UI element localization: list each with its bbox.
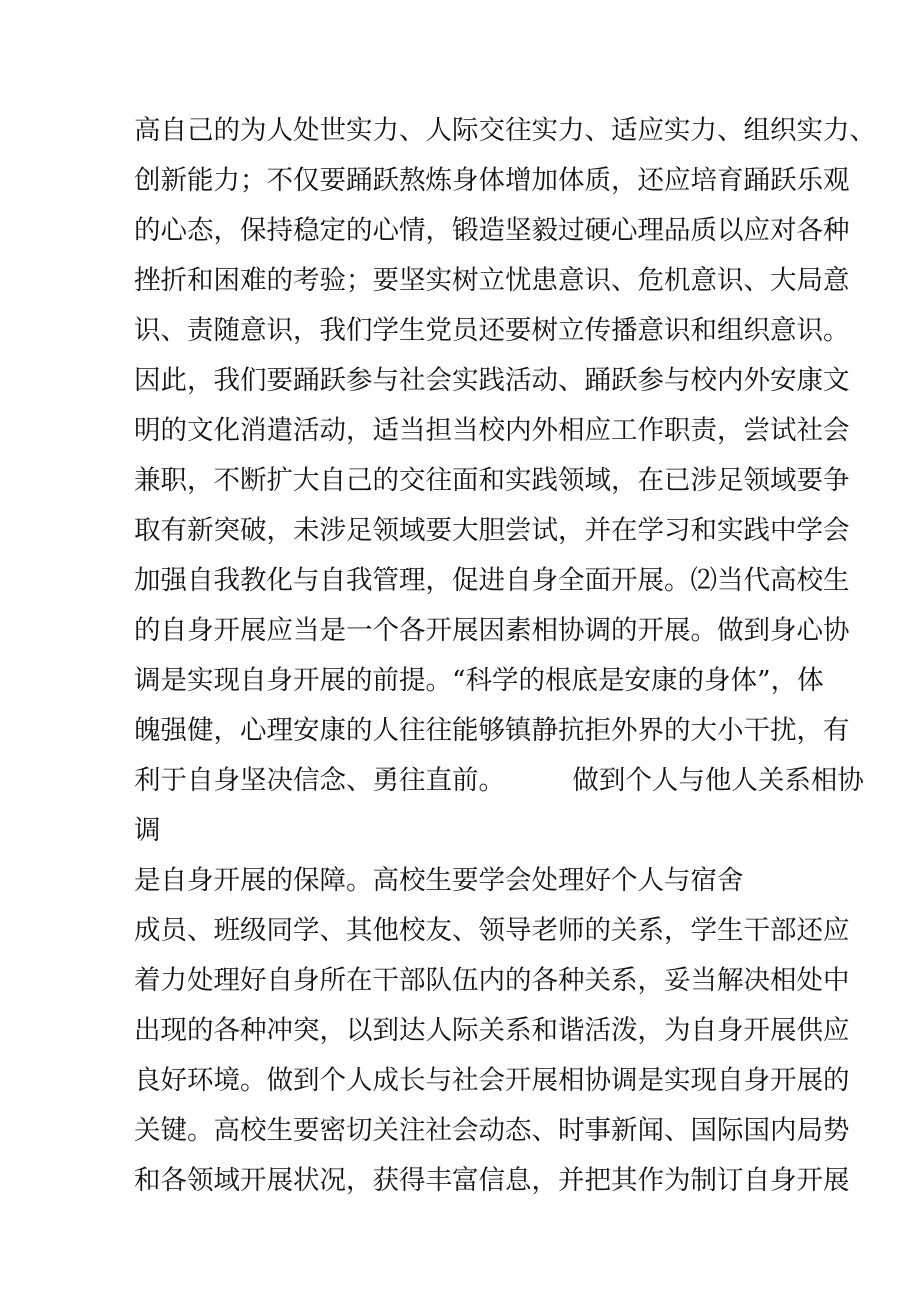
text-line: 识、责随意识，我们学生党员还要树立传播意识和组织意识。 [134, 315, 850, 346]
text-line: 挫折和困难的考验；要坚实树立忧患意识、危机意识、大局意 [134, 265, 850, 296]
text-line: 和各领域开展状况，获得丰富信息，并把其作为制订自身开展 [134, 1165, 850, 1196]
text-line: 魄强健，心理安康的人往往能够镇静抗拒外界的大小干扰，有 [134, 715, 850, 746]
text-line: 因此，我们要踊跃参与社会实践活动、踊跃参与校内外安康文 [134, 365, 850, 396]
text-line: 成员、班级同学、其他校友、领导老师的关系，学生干部还应 [134, 915, 850, 946]
text-line: 着力处理好自身所在干部队伍内的各种关系，妥当解决相处中 [134, 965, 850, 996]
text-line: 关键。高校生要密切关注社会动态、时事新闻、国际国内局势 [134, 1115, 850, 1146]
text-line: 利于自身坚决信念、勇往直前。 做到个人与他人关系相协 [134, 765, 864, 796]
text-line: 兼职，不断扩大自己的交往面和实践领域，在已涉足领域要争 [134, 465, 850, 496]
text-line: 的心态，保持稳定的心情，锻造坚毅过硬心理品质以应对各种 [134, 215, 850, 246]
text-line: 调是实现自身开展的前提。“科学的根底是安康的身体”，体 [134, 665, 824, 696]
body-text [134, 106, 876, 1206]
text-line: 高自己的为人处世实力、人际交往实力、适应实力、组织实力、 [134, 115, 876, 146]
text-line: 出现的各种冲突，以到达人际关系和谐活泼，为自身开展供应 [134, 1015, 850, 1046]
text-line: 明的文化消遣活动，适当担当校内外相应工作职责，尝试社会 [134, 415, 850, 446]
text-line: 的自身开展应当是一个各开展因素相协调的开展。做到身心协 [134, 615, 850, 646]
text-line: 是自身开展的保障。高校生要学会处理好个人与宿舍 [134, 865, 744, 896]
text-line: 良好环境。做到个人成长与社会开展相协调是实现自身开展的 [134, 1065, 850, 1096]
text-line: 调 [134, 815, 161, 846]
text-line: 创新能力；不仅要踊跃熬炼身体增加体质，还应培育踊跃乐观 [134, 165, 850, 196]
text-line: 加强自我教化与自我管理，促进自身全面开展。⑵当代高校生 [134, 565, 850, 596]
text-line: 取有新突破，未涉足领域要大胆尝试，并在学习和实践中学会 [134, 515, 850, 546]
